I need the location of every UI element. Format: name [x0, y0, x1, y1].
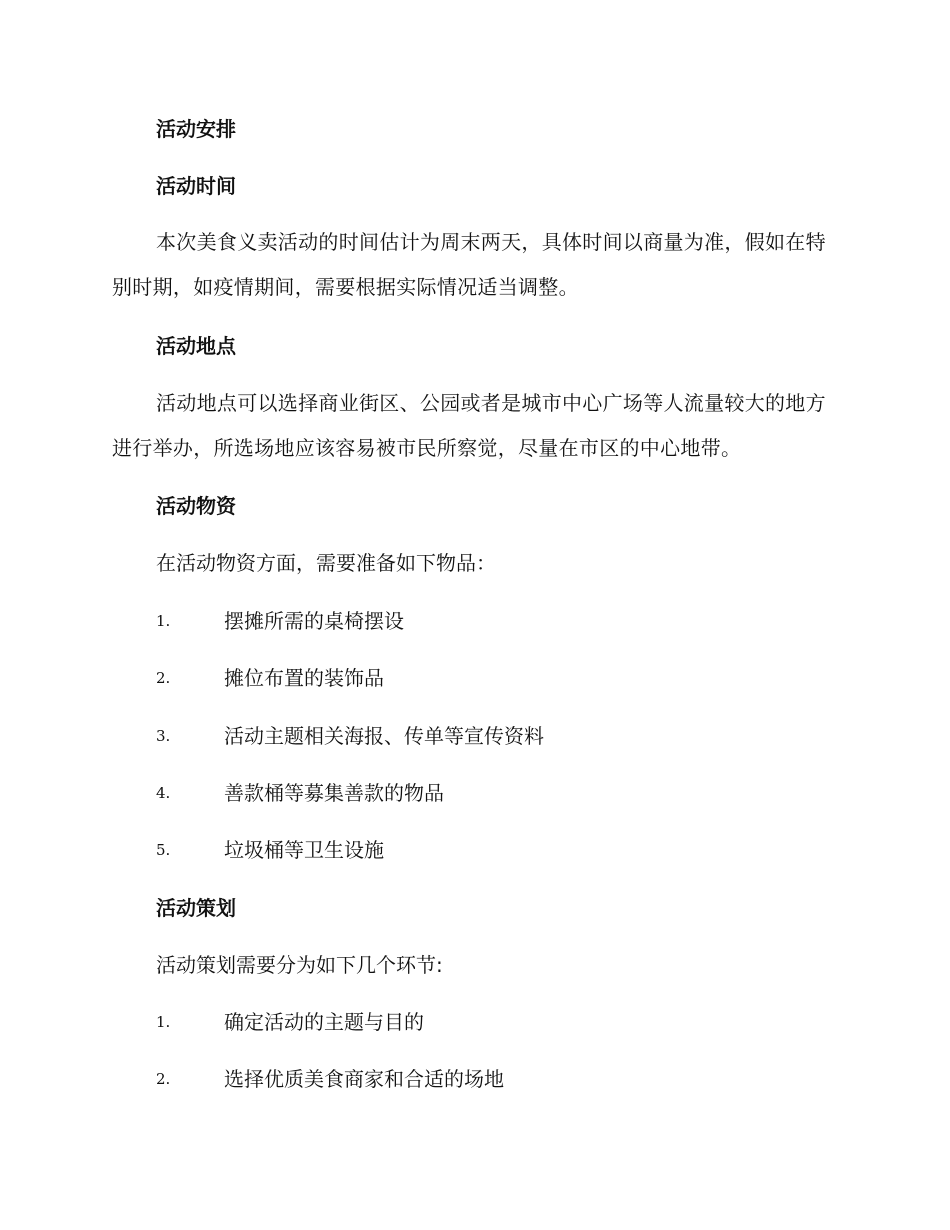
list-item-number: 4. [156, 784, 171, 802]
list-item-number: 2. [156, 669, 171, 687]
list-item-text: 善款桶等募集善款的物品 [224, 781, 444, 805]
section-heading-supplies: 活动物资 [156, 494, 236, 518]
list-item-number: 5. [156, 841, 171, 859]
list-item-text: 活动主题相关海报、传单等宣传资料 [224, 724, 544, 748]
section-heading-arrangement: 活动安排 [156, 117, 236, 141]
list-item-text: 确定活动的主题与目的 [224, 1010, 424, 1034]
list-item-number: 2. [156, 1070, 171, 1088]
list-item-number: 1. [156, 1013, 171, 1031]
section-heading-location: 活动地点 [156, 334, 236, 358]
paragraph-time: 本次美食义卖活动的时间估计为周末两天，具体时间以商量为准，假如在特别时期，如疫情期间，需要根据实际情况适当调整。 [112, 230, 826, 299]
section-heading-planning: 活动策划 [156, 896, 236, 920]
paragraph-location: 活动地点可以选择商业街区、公园或者是城市中心广场等人流量较大的地方进行举办，所选场地应该容易被市民所察觉，尽量在市区的中心地带。 [112, 391, 826, 460]
list-item-text: 摊位布置的装饰品 [224, 666, 384, 690]
planning-intro: 活动策划需要分为如下几个环节: [156, 953, 443, 977]
list-item-text: 垃圾桶等卫生设施 [224, 838, 384, 862]
list-item-text: 选择优质美食商家和合适的场地 [224, 1067, 504, 1091]
list-item-number: 3. [156, 727, 171, 745]
section-heading-time: 活动时间 [156, 174, 236, 198]
supplies-intro: 在活动物资方面，需要准备如下物品： [156, 551, 496, 575]
list-item-text: 摆摊所需的桌椅摆设 [224, 609, 404, 633]
list-item-number: 1. [156, 612, 171, 630]
